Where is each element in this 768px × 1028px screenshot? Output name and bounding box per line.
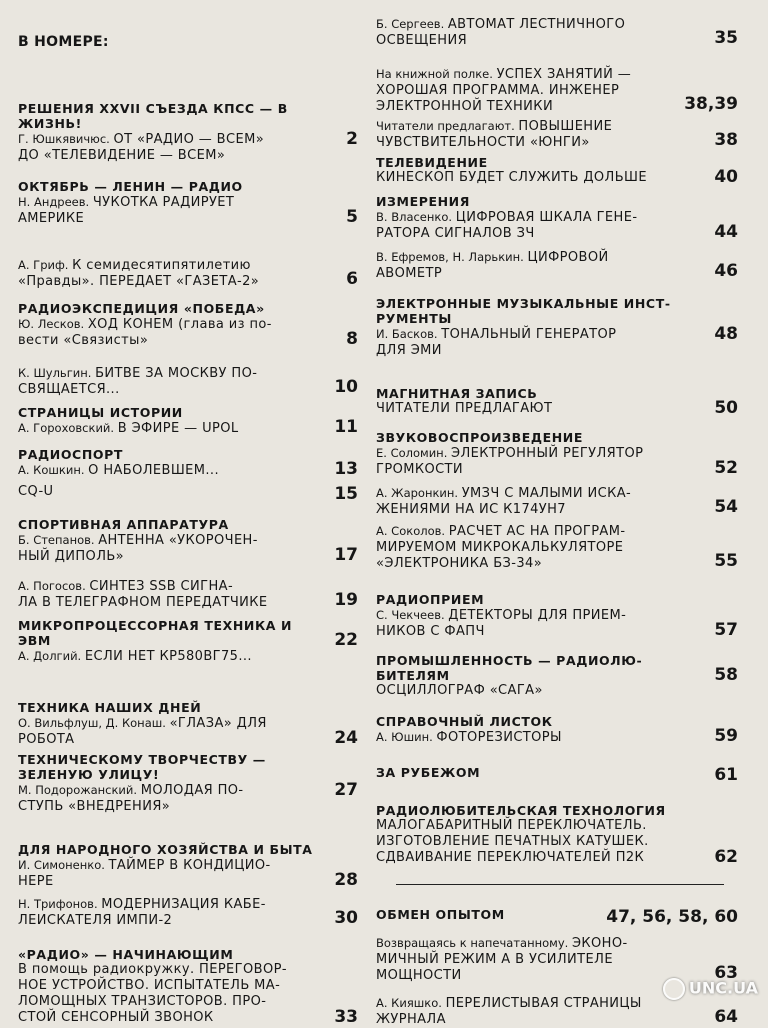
page-number: 50 (714, 398, 738, 418)
entry-line (18, 148, 358, 164)
author-name: Читатели предлагают. (376, 119, 519, 133)
toc-entry (376, 386, 738, 417)
entry-line (18, 782, 358, 799)
article-title: МОДЕРНИЗАЦИЯ КАБЕ- (101, 897, 266, 912)
toc-entry (376, 66, 738, 115)
article-title: СТОЙ СЕНСОРНЫЙ ЗВОНОК (18, 1010, 214, 1025)
author-name: Н. Трифонов. (18, 897, 102, 911)
article-title: АМЕРИКЕ (18, 211, 85, 226)
author-name: А. Гороховский. (18, 421, 118, 435)
entry-line (18, 994, 358, 1010)
toc-entry (18, 752, 358, 815)
author-name: А. Гриф. (18, 258, 73, 272)
entry-line (376, 118, 738, 135)
article-title: ТАЙМЕР В КОНДИЦИО- (108, 858, 271, 873)
article-title: ЧУВСТВИТЕЛЬНОСТИ «ЮНГИ» (376, 135, 590, 150)
article-title: CQ-U (18, 484, 54, 499)
author-name: С. Чекчеев. (376, 608, 449, 622)
author-name: А. Кошкин. (18, 463, 89, 477)
section-heading: РАДИОСПОРТ (18, 447, 124, 462)
section-heading: СТРАНИЦЫ ИСТОРИИ (18, 405, 183, 420)
article-title: ПЕРЕЛИСТЫВАЯ СТРАНИЦЫ (445, 996, 642, 1011)
page-number: 47, 56, 58, 60 (606, 907, 738, 927)
article-title: ХОД КОНЕМ (глава из по- (87, 317, 272, 332)
entry-line (18, 131, 358, 148)
author-name: Ю. Лесков. (18, 317, 88, 331)
author-name: Возвращаясь к напечатанному. (376, 936, 572, 950)
article-title: В помощь радиокружку. ПЕРЕГОВОР- (18, 962, 287, 977)
article-title: НЕРЕ (18, 874, 54, 889)
toc-entry (376, 714, 738, 746)
entry-line (376, 16, 738, 33)
entry-line (376, 462, 738, 478)
article-title: ДЛЯ ЭМИ (376, 343, 442, 358)
entry-line (18, 274, 358, 290)
entry-line (18, 595, 358, 611)
toc-entry (18, 405, 358, 437)
toc-entry (376, 485, 738, 518)
article-title: УМЗЧ С МАЛЫМИ ИСКА- (461, 486, 632, 501)
article-title: РОБОТА (18, 732, 75, 747)
entry-line (18, 799, 358, 815)
article-title: ИЗГОТОВЛЕНИЕ ПЕЧАТНЫХ КАТУШЕК. (376, 834, 649, 849)
article-title: ЭЛЕКТРОННЫЙ РЕГУЛЯТОР (451, 446, 644, 461)
section-heading: СПОРТИВНАЯ АППАРАТУРА (18, 517, 229, 532)
entry-line (18, 732, 358, 748)
article-title: РАТОРА СИГНАЛОВ ЗЧ (376, 226, 535, 241)
author-name: В. Власенко. (376, 210, 456, 224)
article-title: ЭКОНО- (571, 936, 628, 951)
entry-line (18, 257, 358, 274)
article-title: ЧУКОТКА РАДИРУЕТ (92, 195, 235, 210)
toc-entry (376, 592, 738, 640)
section-heading: ПРОМЫШЛЕННОСТЬ — РАДИОЛЮ- БИТЕЛЯМ (376, 653, 643, 683)
article-title: ЖУРНАЛА (376, 1012, 446, 1027)
article-title: СВЯЩАЕТСЯ... (18, 382, 120, 397)
article-title: ЕСЛИ НЕТ КР580ВГ75... (84, 649, 252, 664)
toc-entry (18, 257, 358, 290)
watermark: UNC.UA (663, 978, 758, 1000)
toc-entry (18, 896, 358, 929)
entry-line (18, 978, 358, 994)
page-number: 52 (714, 458, 738, 478)
article-title: ОСЦИЛЛОГРАФ «САГА» (376, 683, 543, 698)
watermark-logo-icon (663, 978, 685, 1000)
page-number: 48 (714, 324, 738, 344)
toc-entry (376, 16, 738, 49)
section-heading: ОКТЯБРЬ — ЛЕНИН — РАДИО (18, 179, 243, 194)
entry-line (376, 834, 738, 850)
author-name: И. Басков. (376, 327, 442, 341)
article-title: вести «Связисты» (18, 333, 149, 348)
article-title: «ГЛАЗА» ДЛЯ (169, 716, 267, 731)
page-number: 58 (714, 665, 738, 685)
toc-entry (18, 842, 358, 890)
article-title: ОСВЕЩЕНИЯ (376, 33, 468, 48)
toc-entry (376, 523, 738, 572)
entry-line (376, 401, 738, 417)
toc-entry (376, 249, 738, 282)
entry-line (376, 624, 738, 640)
article-title: О НАБОЛЕВШЕМ... (88, 463, 219, 478)
article-title: МИРУЕМОМ МИКРОКАЛЬКУЛЯТОРЕ (376, 540, 624, 555)
entry-line (18, 549, 358, 565)
section-divider (396, 884, 724, 885)
page-number: 55 (714, 551, 738, 571)
article-title: АВОМЕТР (376, 266, 443, 281)
section-heading: ТЕЛЕВИДЕНИЕ (376, 155, 488, 170)
entry-line (18, 532, 358, 549)
entry-line (376, 226, 738, 242)
article-title: ЛЕИСКАТЕЛЯ ИМПИ-2 (18, 913, 173, 928)
entry-line (18, 211, 358, 227)
article-title: ЦИФРОВАЯ ШКАЛА ГЕНЕ- (455, 210, 638, 225)
entry-line (376, 935, 738, 952)
page-number: 62 (714, 847, 738, 867)
article-title: ЖЕНИЯМИ НА ИС К174УН7 (376, 502, 566, 517)
article-title: К семидесятипятилетию (72, 258, 251, 273)
article-title: НИКОВ С ФАПЧ (376, 624, 485, 639)
entry-line (376, 818, 738, 834)
section-heading: РЕШЕНИЯ XXVII СЪЕЗДА КПСС — В ЖИЗНЬ! (18, 101, 288, 131)
entry-line (376, 343, 738, 359)
toc-entry (18, 101, 358, 164)
page-number: 64 (714, 1007, 738, 1027)
article-title: СТУПЬ «ВНЕДРЕНИЯ» (18, 799, 171, 814)
entry-line (376, 66, 738, 83)
page-number: 15 (334, 484, 358, 504)
article-title: ДО «ТЕЛЕВИДЕНИЕ — ВСЕМ» (18, 148, 226, 163)
article-title: ЛОМОЩНЫХ ТРАНЗИСТОРОВ. ПРО- (18, 994, 267, 1009)
entry-line (18, 896, 358, 913)
author-name: Г. Юшкявичюс. (18, 132, 114, 146)
entry-line (18, 578, 358, 595)
author-name: На книжной полке. (376, 67, 497, 81)
toc-entry (376, 118, 738, 151)
entry-line (18, 962, 358, 978)
toc-entry (376, 194, 738, 242)
section-heading: РАДИОЭКСПЕДИЦИЯ «ПОБЕДА» (18, 301, 265, 316)
page-number: 13 (334, 459, 358, 479)
toc-entry (18, 179, 358, 227)
section-heading: ИЗМЕРЕНИЯ (376, 194, 470, 209)
toc-entry (376, 803, 738, 866)
toc-entry (376, 430, 738, 478)
entry-line (376, 540, 738, 556)
entry-line (376, 1012, 738, 1028)
article-title: ГРОМКОСТИ (376, 462, 464, 477)
article-title: ХОРОШАЯ ПРОГРАММА. ИНЖЕНЕР (376, 83, 620, 98)
author-name: М. Подорожанский. (18, 783, 141, 797)
page-number: 33 (334, 1007, 358, 1027)
author-name: Б. Степанов. (18, 533, 99, 547)
entry-line (376, 170, 738, 186)
section-heading: РАДИОПРИЕМ (376, 592, 485, 607)
toc-entry (376, 296, 738, 359)
page-number: 11 (334, 417, 358, 437)
article-title: В ЭФИРЕ — UPOL (117, 421, 239, 436)
entry-line (18, 333, 358, 349)
article-title: РАСЧЕТ АС НА ПРОГРАМ- (448, 524, 626, 539)
author-name: А. Кияшко. (376, 996, 446, 1010)
toc-entry (18, 947, 358, 1026)
page-number: 44 (714, 222, 738, 242)
entry-line (376, 607, 738, 624)
article-title: ЭЛЕКТРОННОЙ ТЕХНИКИ (376, 99, 554, 114)
entry-line (18, 648, 358, 665)
section-heading: ЗВУКОВОСПРОИЗВЕДЕНИЕ (376, 430, 584, 445)
entry-line (376, 135, 738, 151)
page-number: 61 (714, 765, 738, 785)
section-heading: ЭЛЕКТРОННЫЕ МУЗЫКАЛЬНЫЕ ИНСТ- РУМЕНТЫ (376, 296, 671, 326)
article-title: ДЕТЕКТОРЫ ДЛЯ ПРИЕМ- (448, 608, 627, 623)
section-heading: ДЛЯ НАРОДНОГО ХОЗЯЙСТВА И БЫТА (18, 842, 313, 857)
entry-line (376, 683, 738, 699)
section-heading: МИКРОПРОЦЕССОРНАЯ ТЕХНИКА И ЭВМ (18, 618, 293, 648)
page-number: 38 (714, 130, 738, 150)
section-heading: МАГНИТНАЯ ЗАПИСЬ (376, 386, 538, 401)
entry-line (376, 523, 738, 540)
page-number: 24 (334, 728, 358, 748)
page-number: 17 (334, 545, 358, 565)
article-title: ТОНАЛЬНЫЙ ГЕНЕРАТОР (441, 327, 617, 342)
entry-line (18, 194, 358, 211)
toc-entry (18, 484, 358, 504)
page-number: 30 (334, 908, 358, 928)
section-heading: ЗА РУБЕЖОМ (376, 765, 481, 780)
section-heading: РАДИОЛЮБИТЕЛЬСКАЯ ТЕХНОЛОГИЯ (376, 803, 666, 818)
author-name: И. Симоненко. (18, 858, 109, 872)
article-title: ПОВЫШЕНИЕ (518, 119, 613, 134)
entry-line (376, 485, 738, 502)
author-name: К. Шульгин. (18, 366, 96, 380)
entry-line (18, 857, 358, 874)
article-title: БИТВЕ ЗА МОСКВУ ПО- (95, 366, 258, 381)
article-title: МИЧНЫЙ РЕЖИМ А В УСИЛИТЕЛЕ (376, 952, 613, 967)
entry-line (376, 33, 738, 49)
section-heading: ОБМЕН ОПЫТОМ (376, 907, 505, 922)
entry-line (376, 445, 738, 462)
article-title: УСПЕХ ЗАНЯТИЙ — (496, 67, 632, 82)
entry-line (18, 316, 358, 333)
page-number: 5 (346, 207, 358, 227)
section-heading: СПРАВОЧНЫЙ ЛИСТОК (376, 714, 553, 729)
page-number: 2 (346, 129, 358, 149)
article-title: МАЛОГАБАРИТНЫЙ ПЕРЕКЛЮЧАТЕЛЬ. (376, 818, 647, 833)
toc-entry (376, 653, 738, 699)
page-number: 59 (714, 726, 738, 746)
author-name: А. Соколов. (376, 524, 449, 538)
page-title: В НОМЕРЕ: (18, 34, 109, 50)
entry-line (376, 502, 738, 518)
article-title: ФОТОРЕЗИСТОРЫ (436, 730, 562, 745)
entry-line (18, 462, 358, 479)
article-title: СИНТЕЗ SSB СИГНА- (89, 579, 234, 594)
article-title: «Правды». ПЕРЕДАЕТ «ГАЗЕТА-2» (18, 274, 260, 289)
page-number: 10 (334, 377, 358, 397)
entry-line (18, 365, 358, 382)
toc-entry (376, 907, 738, 927)
section-heading: ТЕХНИЧЕСКОМУ ТВОРЧЕСТВУ — ЗЕЛЕНУЮ УЛИЦУ! (18, 752, 266, 782)
entry-line (18, 715, 358, 732)
page-number: 35 (714, 28, 738, 48)
page-number: 19 (334, 590, 358, 610)
entry-line (18, 913, 358, 929)
entry-line (376, 209, 738, 226)
article-title: «ЭЛЕКТРОНИКА БЗ-34» (376, 556, 543, 571)
entry-line (18, 420, 358, 437)
author-name: Н. Андреев. (18, 195, 93, 209)
author-name: А. Жаронкин. (376, 486, 462, 500)
toc-entry (18, 447, 358, 479)
page-number: 63 (714, 963, 738, 983)
entry-line (376, 850, 738, 866)
article-title: ЦИФРОВОЙ (527, 250, 609, 265)
entry-line (376, 952, 738, 968)
author-name: А. Юшин. (376, 730, 437, 744)
page-number: 57 (714, 620, 738, 640)
section-heading: ТЕХНИКА НАШИХ ДНЕЙ (18, 700, 202, 715)
author-name: А. Долгий. (18, 649, 85, 663)
author-name: Е. Соломин. (376, 446, 452, 460)
page-number: 54 (714, 497, 738, 517)
page-number: 28 (334, 870, 358, 890)
article-title: АНТЕННА «УКОРОЧЕН- (98, 533, 258, 548)
entry-line (376, 556, 738, 572)
article-title: ЧИТАТЕЛИ ПРЕДЛАГАЮТ (376, 401, 553, 416)
page-number: 38,39 (684, 94, 738, 114)
page-number: 22 (334, 630, 358, 650)
toc-entry (18, 365, 358, 398)
entry-line (376, 326, 738, 343)
article-title: МОЩНОСТИ (376, 968, 462, 983)
toc-entry (18, 517, 358, 565)
article-title: АВТОМАТ ЛЕСТНИЧНОГО (447, 17, 626, 32)
toc-entry (18, 301, 358, 349)
author-name: Б. Сергеев. (376, 17, 448, 31)
author-name: А. Погосов. (18, 579, 90, 593)
author-name: О. Вильфлуш, Д. Конаш. (18, 716, 170, 730)
page-number: 46 (714, 261, 738, 281)
entry-line (376, 729, 738, 746)
article-title: НЫЙ ДИПОЛЬ» (18, 549, 125, 564)
entry-line (18, 484, 358, 500)
author-name: В. Ефремов, Н. Ларькин. (376, 250, 528, 264)
article-title: НОЕ УСТРОЙСТВО. ИСПЫТАТЕЛЬ МА- (18, 978, 281, 993)
toc-entry (18, 578, 358, 611)
toc-entry (18, 700, 358, 748)
entry-line (18, 382, 358, 398)
toc-entry (376, 765, 738, 785)
toc-entry (18, 618, 358, 665)
page-number: 6 (346, 269, 358, 289)
page-number: 27 (334, 780, 358, 800)
toc-entry (376, 935, 738, 984)
entry-line (18, 874, 358, 890)
section-heading: «РАДИО» — НАЧИНАЮЩИМ (18, 947, 234, 962)
page-number: 8 (346, 329, 358, 349)
article-title: КИНЕСКОП БУДЕТ СЛУЖИТЬ ДОЛЬШЕ (376, 170, 647, 185)
entry-line (376, 249, 738, 266)
article-title: МОЛОДАЯ ПО- (140, 783, 244, 798)
page-number: 40 (714, 167, 738, 187)
article-title: ОТ «РАДИО — ВСЕМ» (113, 132, 265, 147)
toc-entry (376, 155, 738, 186)
article-title: СДВАИВАНИЕ ПЕРЕКЛЮЧАТЕЛЕЙ П2К (376, 850, 645, 865)
entry-line (376, 266, 738, 282)
article-title: ЛА В ТЕЛЕГРАФНОМ ПЕРЕДАТЧИКЕ (18, 595, 268, 610)
